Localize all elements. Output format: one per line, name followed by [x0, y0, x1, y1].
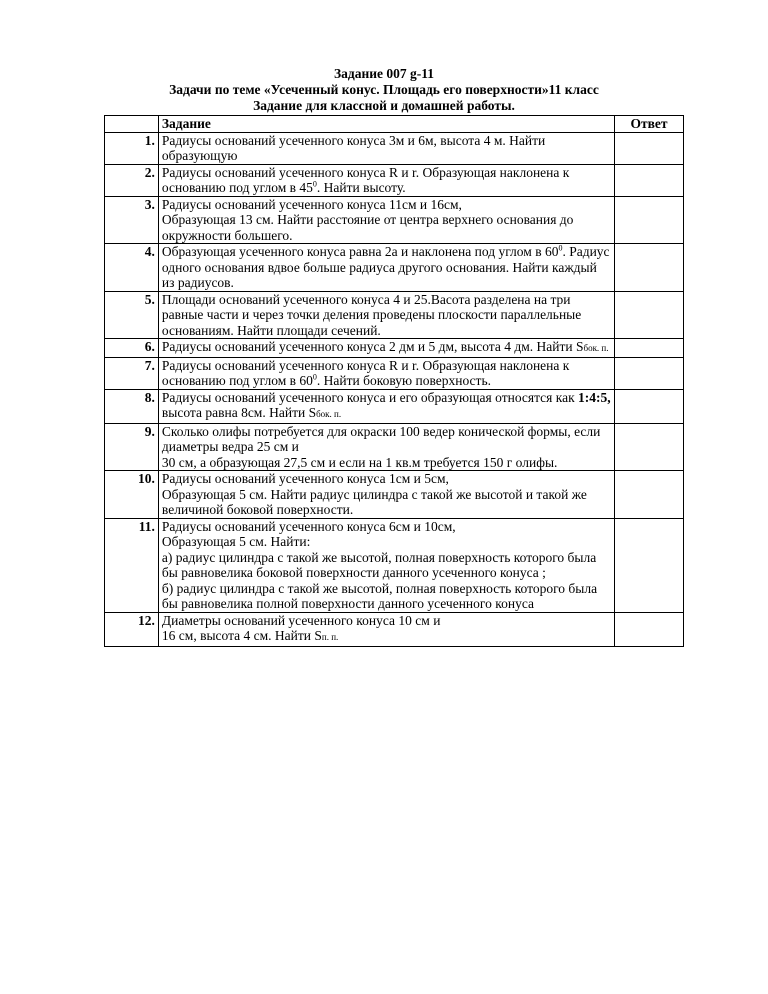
task-text: [158, 196, 614, 244]
task-number: 3.: [105, 196, 159, 244]
task-text: [158, 244, 614, 292]
document-subtitle: Задачи по теме «Усеченный конус. Площадь его поверхности»11 класс: [169, 82, 599, 97]
task-line: Диаметры оснований усеченного конуса 10 см и: [161, 612, 441, 628]
task-text-part: Радиусы оснований усеченного конуса R и r. Образующая наклонена к основанию под углом в 60: [161, 357, 570, 388]
task-line: а) радиус цилиндра с такой же высотой, полная поверхность которого была бы равновелика боковой поверхности данного усеченного конуса ;: [161, 549, 597, 580]
table-row: [105, 196, 684, 244]
task-text: [158, 612, 614, 646]
table-row: [105, 132, 684, 164]
task-text: [158, 164, 614, 196]
task-line: Радиусы оснований усеченного конуса 3м и 6м, высота 4 м. Найти образующую: [161, 132, 546, 163]
table-row: [105, 518, 684, 612]
table-row: [105, 389, 684, 423]
task-text-part: высота равна 8см. Найти S: [161, 405, 317, 420]
task-text: [158, 132, 614, 164]
task-text-part: . Найти высоту.: [316, 180, 406, 195]
task-text-part: . Радиус одного основания вдвое больше радиуса другого основания. Найти каждый из радиусов.: [161, 244, 610, 290]
degree-superscript: 0: [558, 243, 563, 253]
task-line: [162, 628, 611, 646]
task-line: Образующая 13 см. Найти расстояние от центра верхнего основания до окружности большего.: [161, 212, 574, 243]
area-subscript: бок. п.: [316, 409, 342, 419]
table-row: [105, 244, 684, 292]
task-number: 12.: [105, 612, 159, 646]
task-text-part: 16 см, высота 4 см. Найти S: [161, 628, 322, 643]
header-task: Задание: [158, 116, 614, 133]
task-text: [158, 423, 614, 471]
table-row: [105, 612, 684, 646]
task-number: 2.: [105, 164, 159, 196]
task-rows: [105, 132, 684, 646]
table-header-row: [105, 116, 684, 133]
task-text: [158, 339, 614, 358]
task-text-part: Образующая усеченного конуса равна 2a и наклонена под углом в 60: [161, 244, 559, 259]
degree-superscript: 0: [312, 179, 317, 189]
task-line: Сколько олифы потребуется для окраски 100 ведер конической формы, если диаметры ведра 25 см и: [161, 423, 601, 454]
task-number: 10.: [105, 471, 159, 519]
task-text-part: Радиусы оснований усеченного конуса 2 дм и 5 дм, высота 4 дм. Найти S: [161, 339, 584, 354]
task-text-part: Радиусы оснований усеченного конуса R и r. Образующая наклонена к основанию под углом в 45: [161, 164, 570, 195]
task-line: Образующая 5 см. Найти радиус цилиндра с такой же высотой и такой же величиной боковой поверхности.: [161, 486, 587, 517]
task-number: 4.: [105, 244, 159, 292]
table-row: [105, 471, 684, 519]
task-line: Образующая 5 см. Найти:: [161, 534, 311, 549]
task-text: [158, 357, 614, 389]
task-number: 11.: [105, 518, 159, 612]
header-answer: Ответ: [615, 116, 684, 133]
task-line: 30 см, а образующая 27,5 см и если на 1 кв.м требуется 150 г олифы.: [161, 454, 558, 470]
table-row: [105, 423, 684, 471]
task-number: 6.: [105, 339, 159, 358]
task-line: Радиусы оснований усеченного конуса 6см и 10см,: [161, 518, 456, 534]
answer-cell[interactable]: [615, 471, 684, 519]
answer-cell[interactable]: [615, 244, 684, 292]
answer-cell[interactable]: [615, 357, 684, 389]
area-subscript: бок. п.: [583, 343, 609, 353]
answer-cell[interactable]: [615, 164, 684, 196]
task-line: [162, 244, 611, 291]
task-text: [158, 471, 614, 519]
task-text-part: Радиусы оснований усеченного конуса и его образующая относятся как: [161, 389, 579, 405]
task-line: Радиусы оснований усеченного конуса 11см и 16см,: [161, 196, 462, 212]
table-row: [105, 339, 684, 358]
task-line: Площади оснований усеченного конуса 4 и 25.Васота разделена на три равные части и через точки деления проведены плоскости параллельные основаниям. Найти площади сечений.: [161, 291, 582, 338]
task-number: 1.: [105, 132, 159, 164]
task-text: [158, 389, 614, 423]
task-line: [162, 339, 611, 357]
table-row: [105, 164, 684, 196]
task-ratio: 1:4:5,: [578, 389, 611, 405]
tasks-table: [104, 115, 684, 647]
task-number: 8.: [105, 389, 159, 423]
task-line: [162, 390, 611, 423]
task-line: [162, 165, 611, 196]
document-title: Задание 007 g-11: [333, 66, 434, 81]
task-text: [158, 291, 614, 339]
table-row: [105, 291, 684, 339]
table-row: [105, 357, 684, 389]
task-line: Радиусы оснований усеченного конуса 1см и 5см,: [161, 471, 449, 486]
area-subscript: п. п.: [321, 632, 339, 642]
task-line: [162, 358, 611, 389]
answer-cell[interactable]: [615, 423, 684, 471]
degree-superscript: 0: [312, 372, 317, 382]
answer-cell[interactable]: [615, 132, 684, 164]
task-text-part: . Найти боковую поверхность.: [316, 373, 491, 388]
task-number: 7.: [105, 357, 159, 389]
answer-cell[interactable]: [615, 339, 684, 358]
task-number: 5.: [105, 291, 159, 339]
answer-cell[interactable]: [615, 291, 684, 339]
task-text: [158, 518, 614, 612]
header-number: [105, 116, 159, 133]
answer-cell[interactable]: [615, 518, 684, 612]
answer-cell[interactable]: [615, 612, 684, 646]
task-line: б) радиус цилиндра с такой же высотой, полная поверхность которого была бы равновелика полной поверхности данного усеченного конуса: [161, 580, 598, 611]
task-number: 9.: [105, 423, 159, 471]
answer-cell[interactable]: [615, 196, 684, 244]
document-subtitle-2: Задание для классной и домашней работы.: [253, 98, 515, 113]
answer-cell[interactable]: [615, 389, 684, 423]
